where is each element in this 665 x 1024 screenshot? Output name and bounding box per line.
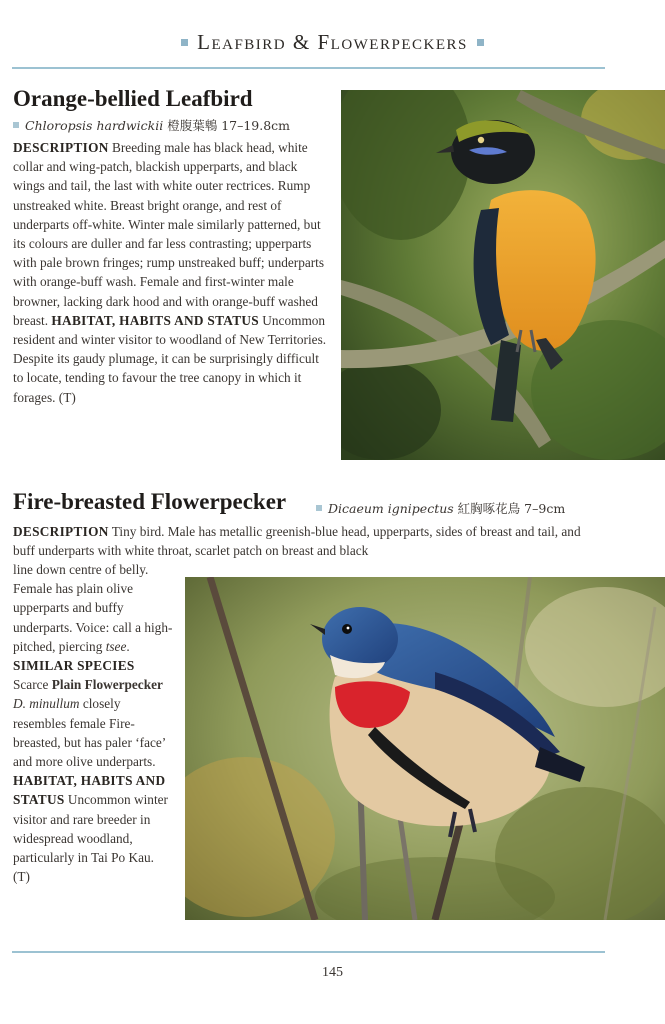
header-rule — [12, 67, 605, 69]
page-number: 145 — [322, 965, 343, 980]
species1-scientific: Chloropsis hardwickii — [25, 118, 164, 133]
flowerpecker-photo — [185, 577, 665, 920]
species1-habitat-label: HABITAT, HABITS AND STATUS — [51, 312, 259, 328]
header-square-left-icon — [181, 39, 188, 46]
species2-desc-text-part1: Tiny bird. Male has metallic greenish-blue head, upperparts, sides of breast and tail, and buff underparts with white throat, scarlet patch on breast and black — [13, 524, 581, 559]
species2-habitat-text: Uncommon winter visitor and rare breeder in widespread woodland, particularly in Tai Po Kau. (T) — [13, 792, 168, 885]
species1-size: 17–19.8cm — [221, 118, 291, 133]
species1-desc-text: Breeding male has black head, white collar and wing-patch, blackish upperparts, and black wings and tail, the last with white outer rectrices. Rump unstreaked white. Breast bright orange, and rest of underparts off-white. Winter male similarly patterned, but its colours are duller and far less contrasting; upperparts with pale brown fringes; rump unstreaked buff; underparts with orange-buff wash. Female and first-winter male browner, lacking dark hood and with orange-buff washed breast. — [13, 140, 325, 328]
species2-name: Fire-breasted Flowerpecker — [13, 489, 287, 514]
species2-scientific: Dicaeum ignipectus — [328, 501, 454, 516]
species2-subtitle — [316, 499, 565, 517]
species2-similar-text: Scarce — [13, 677, 49, 693]
species2-similar-label: SIMILAR SPECIES — [13, 658, 135, 674]
bullet-icon — [316, 505, 322, 511]
species1-habitat-text: Uncommon resident and winter visitor to woodland of New Territories. Despite its gaudy plumage, it can be surprisingly difficult to locate, tending to favour the tree canopy in which it forages. (T) — [13, 312, 327, 405]
species2-similar-sci: D. minullum — [13, 696, 80, 712]
species1-subtitle — [13, 116, 290, 134]
species2-size: 7–9cm — [524, 501, 566, 516]
species2-habitat-label: HABITAT, HABITS AND STATUS — [13, 773, 166, 808]
page-header — [0, 30, 665, 55]
species2-similar-rest: closely resembles female Fire-breasted, but has paler ‘face’ and more olive underparts. — [13, 696, 166, 770]
leafbird-photo — [341, 90, 665, 460]
species1-description — [13, 138, 329, 407]
header-title: Leafbird & Flowerpeckers — [197, 30, 468, 54]
header-square-right-icon — [477, 39, 484, 46]
species2-description-column: line down centre of belly. Female has plain olive upperparts and buffy underparts. Voice: call a high-pitched, piercing tsee. SIMILAR SPECIES Scarce Plain Flowerpecker D. minullum closely resembles female Fire-breasted, but has paler ‘face’ and more olive underparts. HABITAT, HABITS AND STATUS Uncommon winter visitor and rare breeder in widespread woodland, particularly in Tai Po Kau. (T) — [13, 562, 173, 885]
bullet-icon — [13, 122, 19, 128]
species1-desc-label: DESCRIPTION — [13, 140, 109, 155]
species2-chinese: 紅胸啄花鳥 — [457, 501, 521, 516]
species2-desc-label: DESCRIPTION — [13, 524, 109, 539]
species2-voice-word: tsee — [105, 638, 127, 654]
species1-name: Orange-bellied Leafbird — [13, 86, 253, 111]
species2-description-top — [13, 522, 593, 560]
species2-desc-text-part2: line down centre of belly. Female has plain olive upperparts and buffy underparts. Voice: call a high-pitched, piercing — [13, 562, 173, 654]
footer-rule — [12, 951, 605, 953]
species2-similar-name: Plain Flowerpecker — [51, 677, 163, 693]
species1-chinese: 橙腹葉鵯 — [167, 118, 218, 133]
